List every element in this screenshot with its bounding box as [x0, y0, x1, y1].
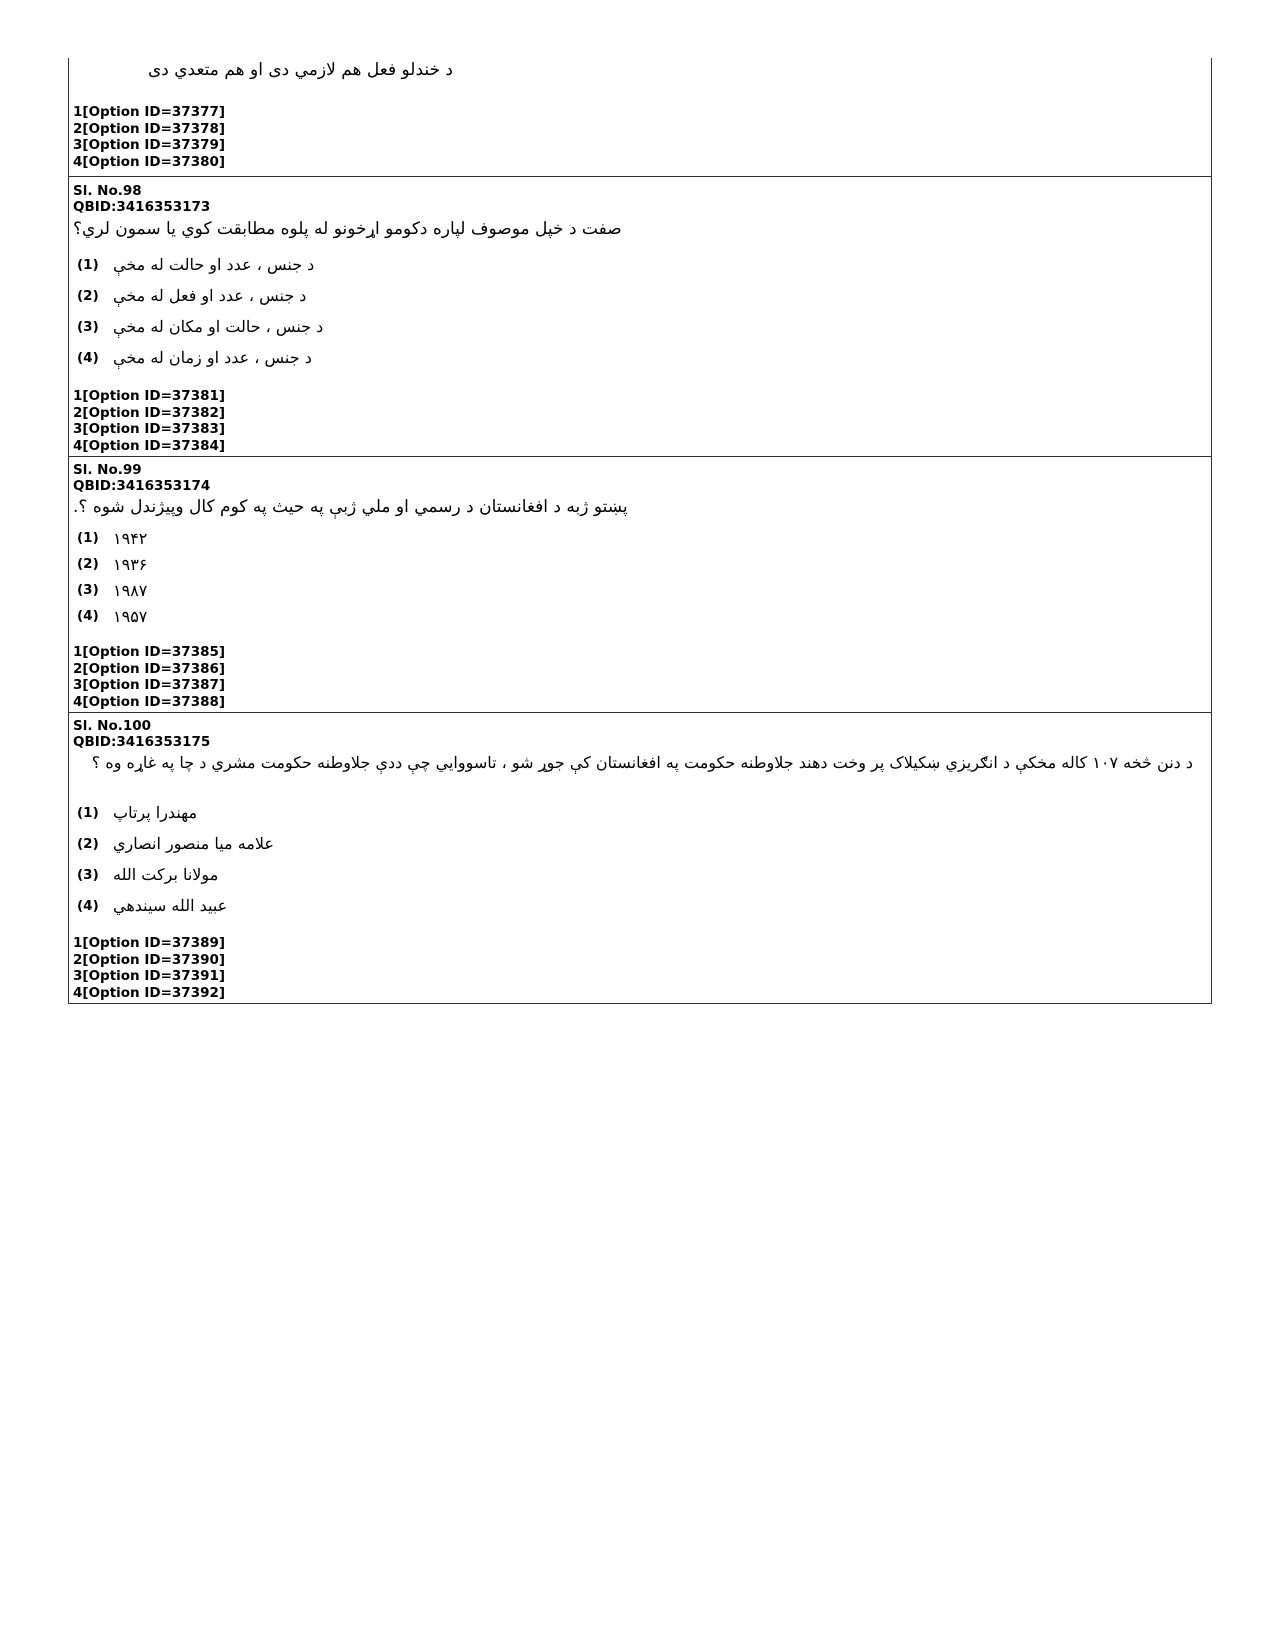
- option-text: د جنس ، عدد او فعل له مخې: [113, 286, 307, 305]
- options-list: [77, 797, 274, 921]
- serial-number: Sl. No.100: [73, 718, 152, 734]
- option-id: 2[Option ID=37386]: [73, 660, 226, 677]
- option-number: (3): [77, 866, 99, 883]
- option-text: ۱۹۴۲: [113, 528, 148, 548]
- option-number: (2): [77, 287, 99, 304]
- option-id: 4[Option ID=37392]: [73, 984, 226, 1001]
- option-text: علامه ميا منصور انصاري: [113, 834, 274, 853]
- option-3[interactable]: [77, 577, 147, 603]
- option-id: 3[Option ID=37383]: [73, 421, 226, 437]
- option-number: (2): [77, 556, 99, 572]
- question-stem: د دنن څخه ۱۰۷ کاله مخکې د انګريزي ښکيلاک پر وخت دهند جلاوطنه حکومت په افغانستان کې جوړ شو ، تاسووايي چې ددې جلاوطنه حکومت مشري د چا په غاړه وه ؟: [91, 753, 1193, 772]
- serial-number: Sl. No.98: [73, 183, 142, 199]
- option-id: 3[Option ID=37391]: [73, 968, 226, 984]
- option-4[interactable]: [77, 603, 147, 629]
- option-2[interactable]: [77, 551, 147, 577]
- option-id: 2[Option ID=37382]: [73, 404, 226, 421]
- option-4[interactable]: [77, 890, 274, 921]
- option-id: 1[Option ID=37381]: [73, 388, 226, 404]
- question-block-99: [69, 457, 1211, 713]
- option-number: (4): [77, 897, 99, 914]
- question-meta: [69, 462, 210, 494]
- option-id-list: [69, 644, 225, 710]
- question-meta: [69, 718, 210, 750]
- option-number: (1): [77, 530, 99, 546]
- question-stem: د خندلو فعل هم لازمي دی او هم متعدي دی: [147, 60, 453, 80]
- question-stem: صفت د خپل موصوف لپاره دکومو اړخونو له پلوه مطابقت کوي يا سمون لري؟: [73, 219, 622, 239]
- option-id: 2[Option ID=37378]: [73, 120, 226, 137]
- option-id: 1[Option ID=37389]: [73, 935, 226, 951]
- option-text: د جنس ، عدد او حالت له مخې: [113, 255, 315, 274]
- option-id-list: [69, 104, 225, 170]
- question-stem: پښتو ژبه د افغانستان د رسمي او ملي ژبې په حيث په کوم کال وپيژندل شوه ؟.: [73, 497, 628, 517]
- option-number: (1): [77, 804, 99, 821]
- question-block-continued: [69, 58, 1211, 177]
- option-id: 2[Option ID=37390]: [73, 951, 226, 968]
- option-text: ۱۹۳۶: [113, 554, 148, 574]
- serial-number: Sl. No.99: [73, 462, 142, 478]
- option-3[interactable]: [77, 311, 323, 342]
- option-id: 4[Option ID=37384]: [73, 437, 226, 454]
- option-text: ۱۹۸۷: [113, 580, 148, 600]
- option-1[interactable]: [77, 249, 323, 280]
- option-text: مهندرا پرتاپ: [113, 803, 198, 822]
- option-number: (2): [77, 835, 99, 852]
- option-number: (1): [77, 256, 99, 273]
- option-id: 1[Option ID=37377]: [73, 104, 226, 120]
- option-1[interactable]: [77, 797, 274, 828]
- question-sheet: [68, 58, 1212, 1004]
- option-id: 4[Option ID=37388]: [73, 693, 226, 710]
- option-id: 4[Option ID=37380]: [73, 153, 226, 170]
- option-text: د جنس ، عدد او زمان له مخې: [113, 348, 312, 367]
- option-text: ۱۹۵۷: [113, 606, 148, 626]
- question-block-100: [69, 713, 1211, 1003]
- option-id-list: [69, 935, 225, 1001]
- option-text: عبيد الله سيندهي: [113, 896, 228, 915]
- option-2[interactable]: [77, 280, 323, 311]
- option-number: (4): [77, 349, 99, 366]
- options-list: [77, 525, 147, 629]
- option-1[interactable]: [77, 525, 147, 551]
- question-meta: [69, 183, 210, 215]
- option-4[interactable]: [77, 342, 323, 373]
- option-2[interactable]: [77, 828, 274, 859]
- option-id-list: [69, 388, 225, 454]
- option-number: (3): [77, 318, 99, 335]
- options-list: [77, 249, 323, 373]
- option-number: (4): [77, 608, 99, 624]
- option-number: (3): [77, 582, 99, 598]
- option-id: 3[Option ID=37387]: [73, 677, 226, 693]
- qbid: QBID:3416353174: [73, 478, 211, 494]
- option-id: 1[Option ID=37385]: [73, 644, 226, 660]
- option-id: 3[Option ID=37379]: [73, 137, 226, 153]
- option-3[interactable]: [77, 859, 274, 890]
- question-block-98: [69, 177, 1211, 457]
- qbid: QBID:3416353173: [73, 199, 211, 215]
- option-text: د جنس ، حالت او مکان له مخې: [113, 317, 324, 336]
- option-text: مولانا برکت الله: [113, 865, 219, 884]
- qbid: QBID:3416353175: [73, 734, 211, 750]
